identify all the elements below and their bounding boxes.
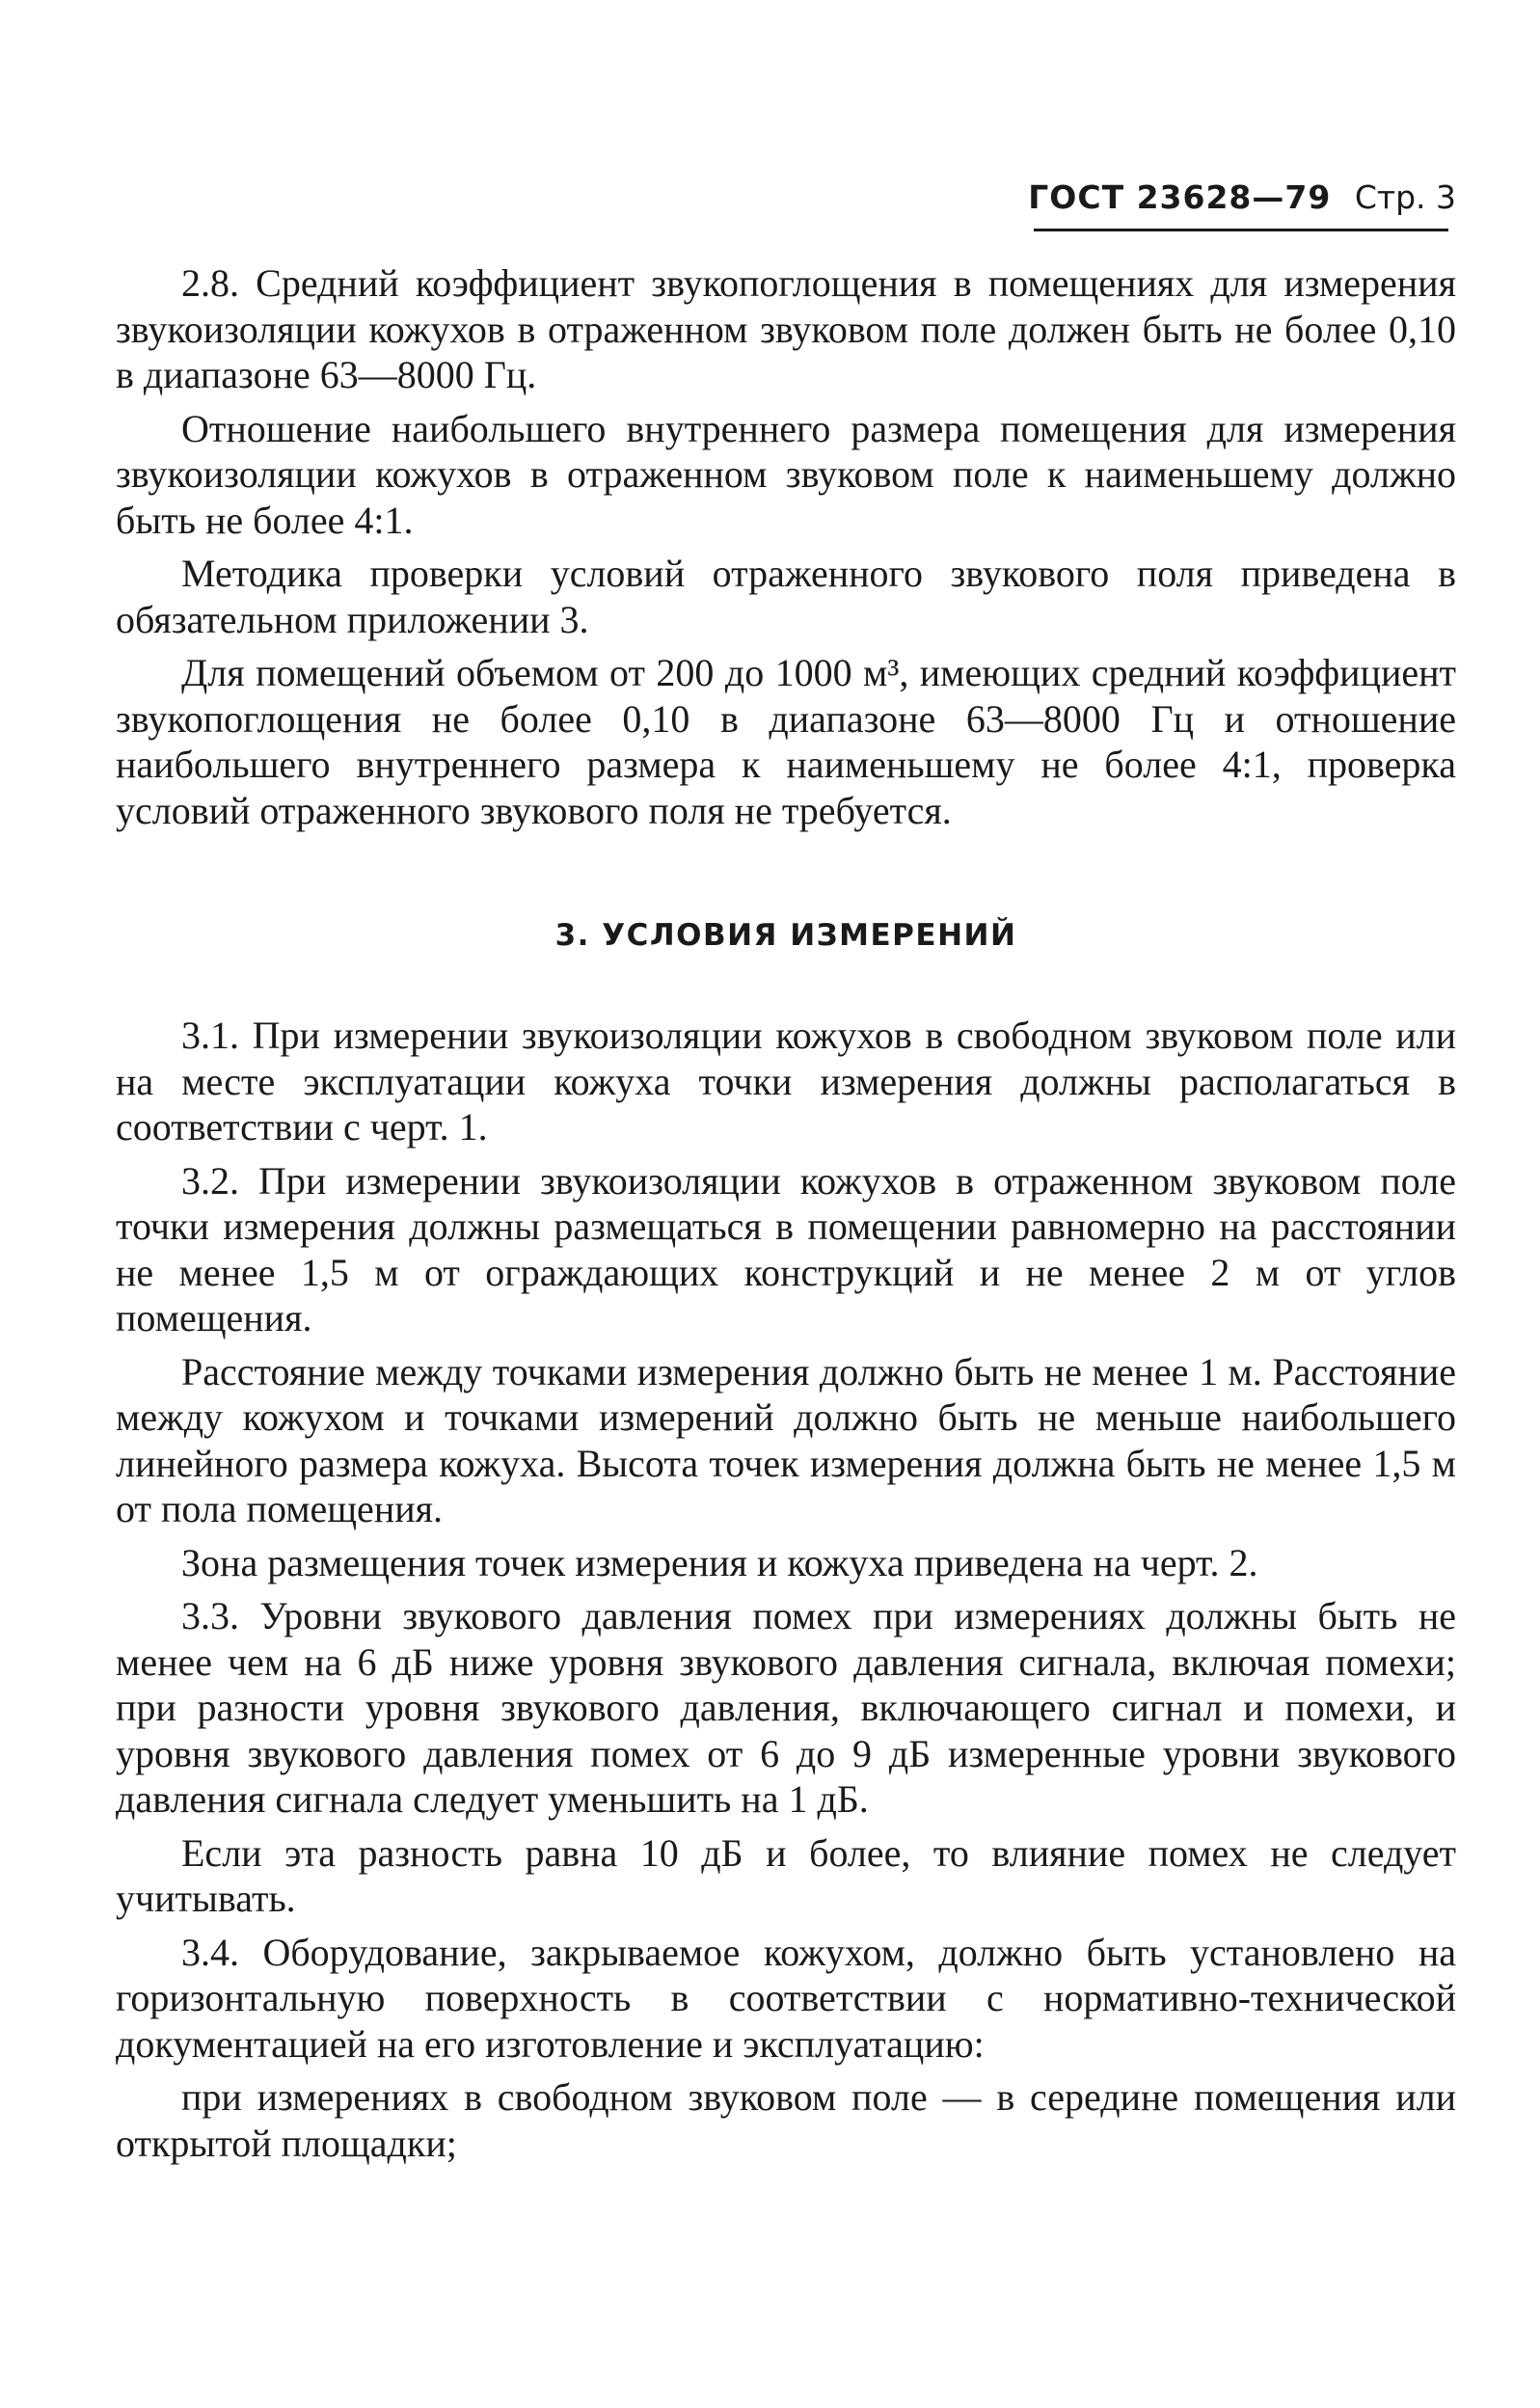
page-header (1022, 178, 1456, 236)
paragraph-zone: Зона размещения точек измерения и кожуха приведена на черт. 2. (181, 1540, 1258, 1584)
standard-number: ГОСТ 23628—79 (1028, 178, 1332, 216)
paragraph-2-8: 2.8. Средний коэффициент звукопоглощения в помещениях для измерения звукоизоляции кожухов в отраженном звуковом поле должен быть не более 0,10 в диапазоне 63—8000 Гц. (116, 261, 1456, 396)
paragraph-3-4: 3.4. Оборудование, закрываемое кожухом, должно быть установлено на горизонтальную поверхность в соответствии с нормативно-технической документацией на его изготовление и эксплуатацию: (116, 1930, 1456, 2066)
document-body (116, 260, 1456, 2174)
paragraph-room-ratio: Отношение наибольшего внутреннего размера помещения для измерения звукоизоляции кожухов в отраженном звуковом поле к наименьшему должно быть не более 4:1. (116, 406, 1456, 542)
paragraph-3-2: 3.2. При измерении звукоизоляции кожухов в отраженном звуковом поле точки измерения должны размещаться в помещении равномерно на расстоянии не менее 1,5 м от ограждающих конструкций и не менее 2 м от углов помещения. (116, 1158, 1456, 1339)
paragraph-3-3: 3.3. Уровни звукового давления помех при измерениях должны быть не менее чем на 6 дБ ниже уровня звукового давления сигнала, включая помехи; при разности уровня звукового давления, включающего сигнал и помехи, и уровня звукового давления помех от 6 до 9 дБ измеренные уровни звукового давления сигнала следует уменьшить на 1 дБ. (116, 1594, 1456, 1821)
paragraph-method: Методика проверки условий отраженного звукового поля приведена в обязательном приложении 3. (116, 552, 1456, 641)
paragraph-room-volume: Для помещений объемом от 200 до 1000 м³, имеющих средний коэффициент звукопоглощения не более 0,10 в диапазоне 63—8000 Гц и отношение наибольшего внутреннего размера к наименьшему не более 4:1, проверка условий отраженного звукового поля не требуется. (116, 651, 1456, 832)
section-title: 3. УСЛОВИЯ ИЗМЕРЕНИЙ (554, 918, 1017, 953)
paragraph-distance: Расстояние между точками измерения должно быть не менее 1 м. Расстояние между кожухом и точками измерений должно быть не меньше наибольшего линейного размера кожуха. Высота точек измерения должна быть не менее 1,5 м от пола помещения. (116, 1349, 1456, 1530)
paragraph-3-1: 3.1. При измерении звукоизоляции кожухов в свободном звуковом поле или на месте эксплуатации кожуха точки измерения должны располагаться в соответствии с черт. 1. (116, 1014, 1456, 1149)
paragraph-noise-difference: Если эта разность равна 10 дБ и более, то влияние помех не следует учитывать. (116, 1830, 1456, 1920)
header-rule (1034, 229, 1448, 231)
page-number: Стр. 3 (1354, 178, 1456, 216)
paragraph-free-field: при измерениях в свободном звуковом поле — в середине помещения или открытой площадки; (116, 2075, 1456, 2165)
